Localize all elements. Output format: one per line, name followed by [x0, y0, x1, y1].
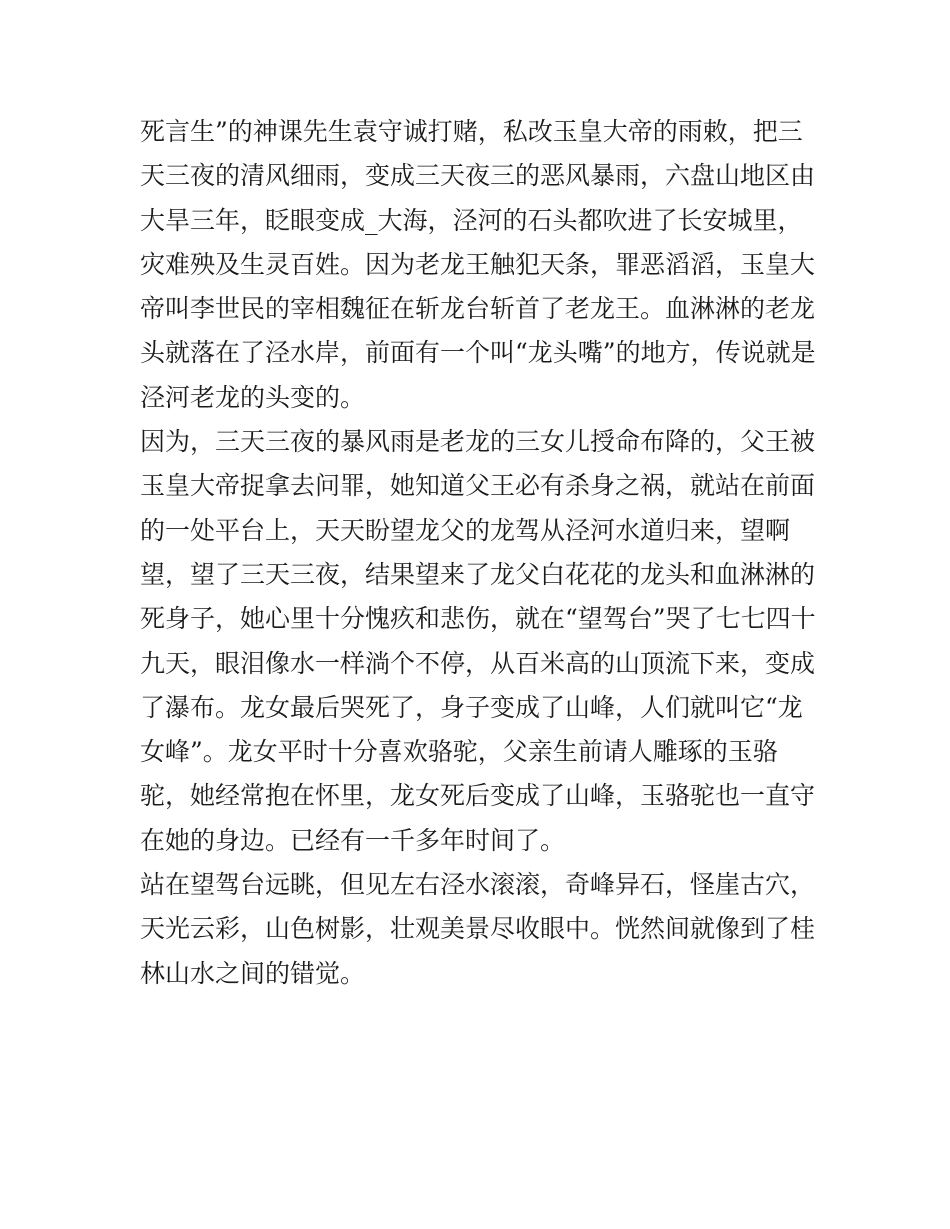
text-line: 泾河老龙的头变的。	[140, 382, 366, 412]
text-line: 望，望了三天三夜，结果望来了龙父白花花的龙头和血淋淋的	[140, 559, 816, 589]
text-line: 因为，三天三夜的暴风雨是老龙的三女儿授命布降的，父王被	[140, 427, 816, 457]
text-line: 九天，眼泪像水一样淌个不停，从百米高的山顶流下来，变成	[140, 648, 816, 678]
text-line: 了瀑布。龙女最后哭死了，身子变成了山峰，人们就叫它“龙	[140, 692, 803, 722]
text-line: 玉皇大帝捉拿去问罪，她知道父王必有杀身之祸，就站在前面	[140, 471, 816, 501]
text-line: 驼，她经常抱在怀里，龙女死后变成了山峰，玉骆驼也一直守	[140, 781, 816, 811]
text-line: 女峰”。龙女平时十分喜欢骆驼，父亲生前请人雕琢的玉骆	[140, 737, 778, 767]
text-line: 林山水之间的错觉。	[140, 958, 366, 988]
body-text	[140, 110, 820, 996]
text-line: 大旱三年，眨眼变成_大海，泾河的石头都吹进了长安城里，	[140, 205, 803, 235]
text-line: 的一处平台上，天天盼望龙父的龙驾从泾河水道归来，望啊	[140, 515, 791, 545]
text-line: 帝叫李世民的宰相魏征在斩龙台斩首了老龙王。血淋淋的老龙	[140, 294, 816, 324]
text-line: 灾难殃及生灵百姓。因为老龙王触犯天条，罪恶滔滔，玉皇大	[140, 249, 816, 279]
text-line: 在她的身边。已经有一千多年时间了。	[140, 825, 566, 855]
text-line: 头就落在了泾水岸，前面有一个叫“龙头嘴”的地方，传说就是	[140, 338, 816, 368]
text-line: 天三夜的清风细雨，变成三天夜三的恶风暴雨，六盘山地区由	[140, 161, 816, 191]
text-line: 天光云彩，山色树影，壮观美景尽收眼中。恍然间就像到了桂	[140, 914, 816, 944]
text-line: 死身子，她心里十分愧疚和悲伤，就在“望驾台”哭了七七四十	[140, 604, 816, 634]
text-line: 站在望驾台远眺，但见左右泾水滚滚，奇峰异石，怪崖古穴，	[140, 870, 816, 900]
text-line: 死言生”的神课先生袁守诚打赌，私改玉皇大帝的雨敕，把三	[140, 117, 803, 146]
